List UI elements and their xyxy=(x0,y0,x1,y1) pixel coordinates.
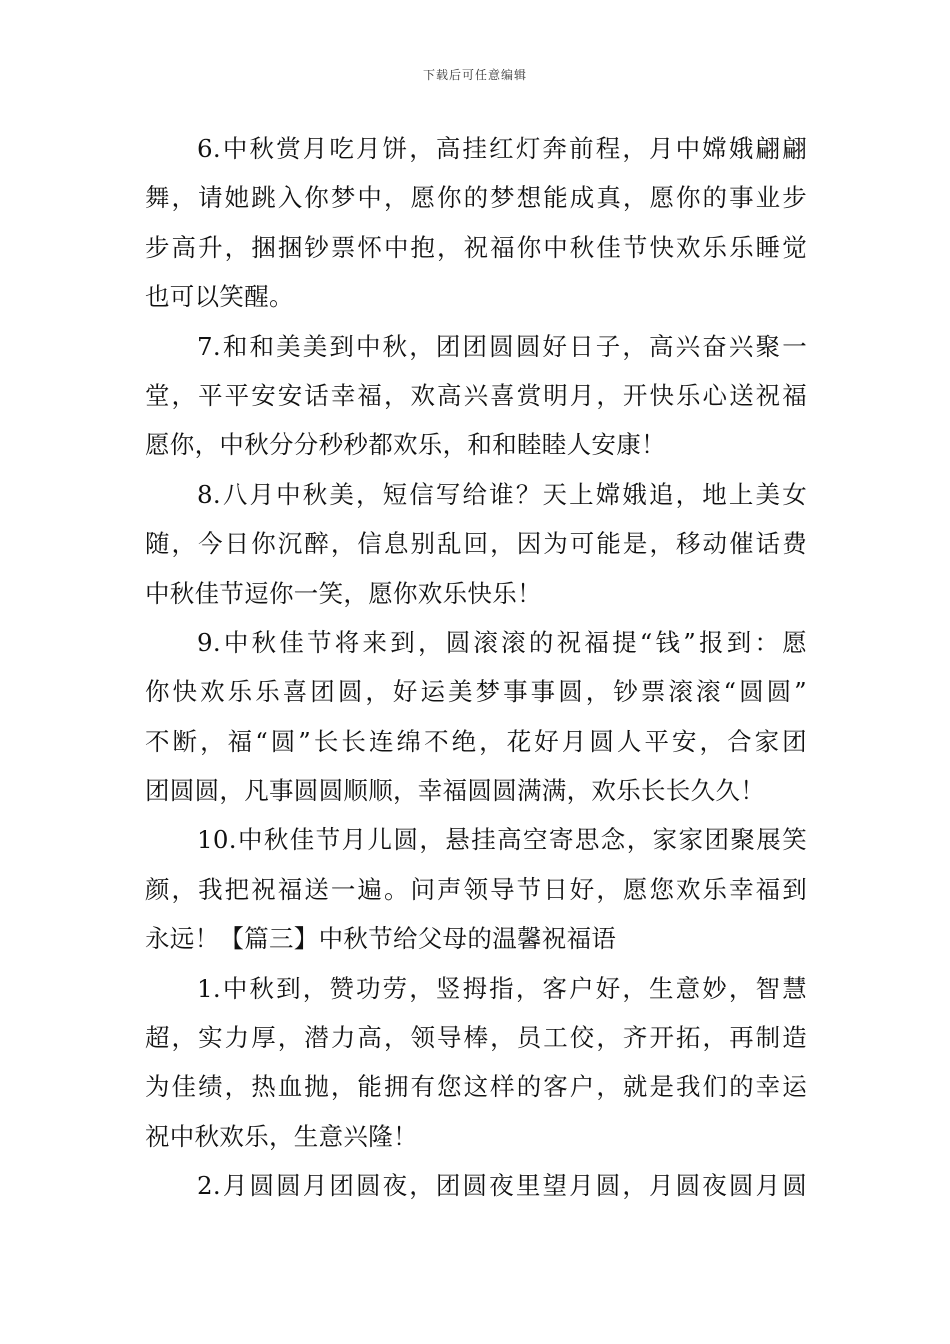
text-line: 团圆圆，凡事圆圆顺顺，幸福圆圆满满，欢乐长长久久！ xyxy=(145,776,765,806)
text-line: 7.和和美美到中秋，团团圆圆好日子，高兴奋兴聚一 xyxy=(197,331,807,361)
text-line: 也可以笑醒。 xyxy=(145,282,294,312)
text-line: 愿你，中秋分分秒秒都欢乐，和和睦睦人安康！ xyxy=(145,430,666,460)
text-line: 祝中秋欢乐，生意兴隆！ xyxy=(145,1121,418,1151)
text-line: 不断，福“圆”长长连绵不绝，花好月圆人平安，合家团 xyxy=(145,726,807,756)
text-line: 1.中秋到，赞功劳，竖拇指，客户好，生意妙，智慧 xyxy=(197,973,807,1003)
text-line: 永远！【篇三】中秋节给父母的温馨祝福语 xyxy=(145,924,617,954)
text-line: 中秋佳节逗你一笑，愿你欢乐快乐！ xyxy=(145,578,542,608)
text-line: 9.中秋佳节将来到，圆滚滚的祝福提“钱”报到：愿 xyxy=(197,627,807,657)
text-line: 6.中秋赏月吃月饼，高挂红灯奔前程，月中嫦娥翩翩 xyxy=(197,134,807,163)
text-line: 堂，平平安安话幸福，欢高兴喜赏明月，开快乐心送祝福 xyxy=(145,380,807,410)
text-line: 超，实力厚，潜力高，领导棒，员工佼，齐开拓，再制造 xyxy=(145,1023,807,1053)
text-line: 10.中秋佳节月儿圆，悬挂高空寄思念，家家团聚展笑 xyxy=(197,825,807,855)
text-line: 颜，我把祝福送一遍。问声领导节日好，愿您欢乐幸福到 xyxy=(145,874,807,904)
text-line: 8.八月中秋美，短信写给谁？天上嫦娥追，地上美女 xyxy=(197,479,807,509)
text-line: 为佳绩，热血抛，能拥有您这样的客户，就是我们的幸运 xyxy=(145,1072,807,1102)
document-body xyxy=(145,124,807,1211)
text-line: 你快欢乐乐喜团圆，好运美梦事事圆，钞票滚滚“圆圆” xyxy=(145,677,807,707)
text-line: 2.月圆圆月团圆夜，团圆夜里望月圆，月圆夜圆月圆 xyxy=(197,1171,807,1201)
text-line: 步高升，捆捆钞票怀中抱，祝福你中秋佳节快欢乐乐睡觉 xyxy=(145,232,807,262)
text-line: 舞，请她跳入你梦中，愿你的梦想能成真，愿你的事业步 xyxy=(145,183,807,213)
text-line: 随，今日你沉醉，信息别乱回，因为可能是，移动催话费 xyxy=(145,529,807,559)
header-note: 下载后可任意编辑 xyxy=(422,68,527,82)
